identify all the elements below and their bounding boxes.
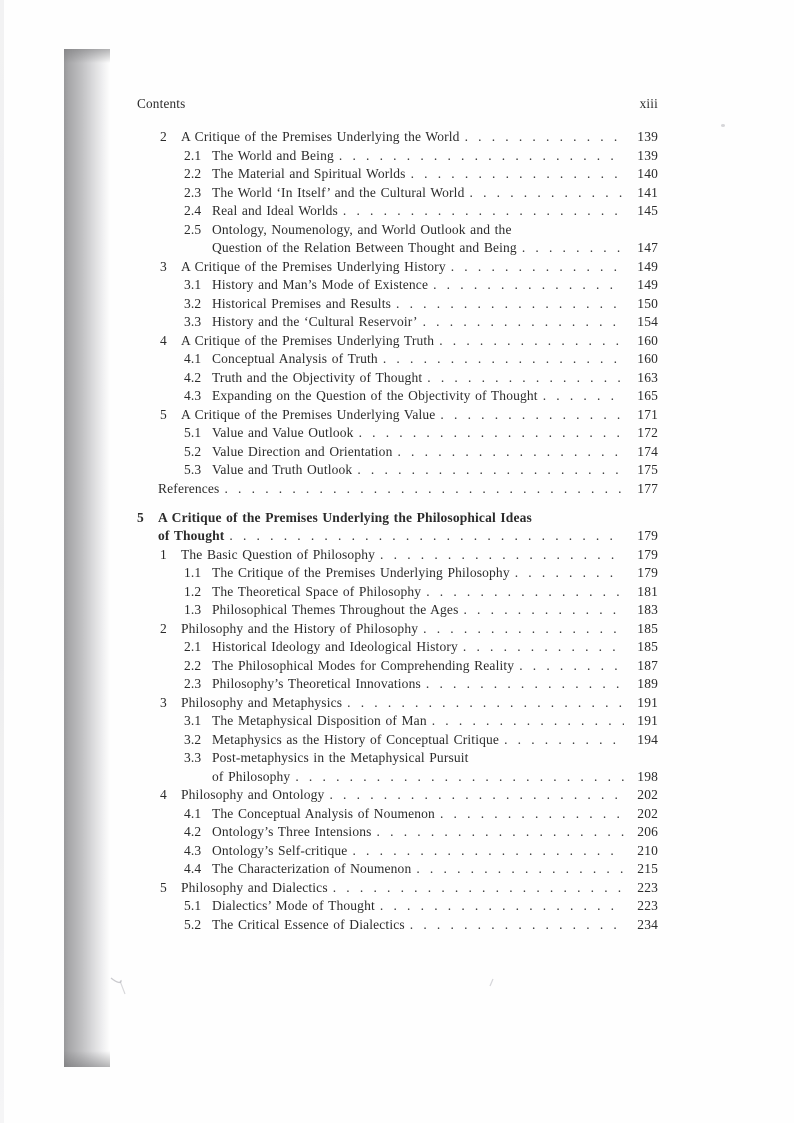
toc-entry-number: 3.1 xyxy=(184,277,202,292)
dot-leader xyxy=(458,638,624,657)
toc-entry-title: History and the ‘Cultural Reservoir’ xyxy=(212,314,418,329)
dot-leader xyxy=(458,601,624,620)
toc-page-number: 139 xyxy=(637,147,658,163)
toc-entry-title: Real and Ideal Worlds xyxy=(212,203,338,218)
toc-entry-title: Philosophy and the History of Philosophy xyxy=(181,620,419,636)
toc-entry-title: The Philosophical Modes for Comprehending Reality xyxy=(212,657,515,673)
dot-leader xyxy=(418,313,624,332)
dot-leader xyxy=(510,564,624,583)
dot-leader xyxy=(427,712,624,731)
toc-entry-line xyxy=(184,564,658,583)
toc-entry xyxy=(137,601,658,620)
toc-entry xyxy=(137,350,658,369)
toc-entry-title: Dialectics’ Mode of Thought xyxy=(212,898,375,913)
toc-entry-line xyxy=(184,276,658,295)
toc-entry-line xyxy=(184,897,658,916)
toc-entry-line xyxy=(184,805,658,824)
toc-entry xyxy=(137,509,658,546)
toc-entry xyxy=(137,823,658,842)
toc-entry-number: 3 xyxy=(160,694,167,710)
toc-entry-line xyxy=(184,657,658,676)
toc-entry-line xyxy=(184,387,658,406)
toc-entry-line xyxy=(184,350,658,369)
binding-shadow xyxy=(64,49,110,1067)
toc-page-number: 179 xyxy=(637,565,658,580)
toc-page-number: 149 xyxy=(637,258,658,274)
dot-leader xyxy=(372,823,624,842)
toc-entry-line xyxy=(184,461,658,480)
toc-entry xyxy=(137,916,658,935)
toc-page-number: 194 xyxy=(637,731,658,747)
toc-entry-title: Truth and the Objectivity of Thought xyxy=(212,369,423,385)
toc-entry-title: Post-metaphysics in the Metaphysical Pursuit xyxy=(212,750,469,765)
toc-entry-line xyxy=(184,202,658,221)
toc-entry-line xyxy=(137,509,658,528)
toc-entry-line xyxy=(184,239,658,258)
toc-entry-title: A Critique of the Premises Underlying Value xyxy=(181,406,436,422)
toc-entry xyxy=(137,147,658,166)
toc-entry xyxy=(137,805,658,824)
dot-leader xyxy=(328,879,624,898)
toc-entry-line xyxy=(160,694,658,713)
toc-page-number: 223 xyxy=(637,898,658,913)
toc-entry-title: Ontology, Noumenology, and World Outlook and the xyxy=(212,221,512,237)
toc-entry-number: 4.3 xyxy=(184,842,202,858)
toc-entry xyxy=(137,443,658,462)
dot-leader xyxy=(421,675,624,694)
dot-leader xyxy=(334,147,624,166)
toc-entry-title: Value and Value Outlook xyxy=(212,425,354,440)
toc-page-number: 141 xyxy=(637,184,658,200)
toc-entry-title: Philosophical Themes Throughout the Ages xyxy=(212,602,459,617)
toc-entry-line xyxy=(184,165,658,184)
toc-page-number: 183 xyxy=(637,602,658,617)
toc-entry-number: 5 xyxy=(137,509,144,525)
dot-leader xyxy=(406,165,624,184)
toc-entry-title: The Metaphysical Disposition of Man xyxy=(212,713,427,728)
toc-entry-line xyxy=(184,601,658,620)
toc-page-number: 191 xyxy=(637,713,658,728)
toc-entry-line xyxy=(184,842,658,861)
toc-entry xyxy=(137,202,658,221)
toc-entry-title: Expanding on the Question of the Objectivity of Thought xyxy=(212,388,538,403)
toc-entry xyxy=(137,546,658,565)
toc-entry-title: The Critical Essence of Dialectics xyxy=(212,916,405,932)
dot-leader xyxy=(460,128,624,147)
toc-entry xyxy=(137,786,658,805)
toc-entry xyxy=(137,276,658,295)
toc-entry-number: 5.2 xyxy=(184,916,202,932)
toc-entry-number: 4 xyxy=(160,332,167,348)
toc-entry xyxy=(137,295,658,314)
toc-page-number: 223 xyxy=(637,879,658,895)
dot-leader xyxy=(446,258,624,277)
toc-entry-number: 4.1 xyxy=(184,805,202,821)
toc-entry-title: A Critique of the Premises Underlying History xyxy=(181,258,446,274)
toc-page-number: 202 xyxy=(637,787,658,802)
dot-leader xyxy=(421,583,624,602)
dot-leader xyxy=(290,768,624,787)
dot-leader xyxy=(499,731,624,750)
toc-entry-number: 2.1 xyxy=(184,639,202,654)
toc-entry-number: 2.3 xyxy=(184,184,202,200)
scan-left-edge xyxy=(0,0,4,1123)
toc-entry xyxy=(137,564,658,583)
dot-leader xyxy=(428,276,624,295)
running-head-title: Contents xyxy=(137,96,186,111)
toc-entry-line xyxy=(184,823,658,842)
toc-entry-line xyxy=(184,184,658,203)
toc-entry-number: 5.2 xyxy=(184,443,202,459)
toc-page-number: 198 xyxy=(637,768,658,784)
dot-leader xyxy=(391,295,624,314)
toc-entry-title: The Basic Question of Philosophy xyxy=(181,546,376,562)
toc-page-number: 165 xyxy=(637,388,658,403)
toc-page-number: 145 xyxy=(637,203,658,218)
toc-entry xyxy=(137,897,658,916)
toc-entry xyxy=(137,712,658,731)
dot-leader xyxy=(375,546,624,565)
toc-entry-line xyxy=(160,406,658,425)
toc-entry-number: 2.1 xyxy=(184,147,202,163)
toc-entry-number: 1 xyxy=(160,546,167,562)
tiny-dot-speck xyxy=(721,124,725,127)
toc-entry-title: A Critique of the Premises Underlying Truth xyxy=(181,332,435,348)
toc-entry-number: 1.1 xyxy=(184,565,202,580)
toc-entry-title: Metaphysics as the History of Conceptual Critique xyxy=(212,731,500,747)
toc-entry-title: The Characterization of Noumenon xyxy=(212,861,412,876)
dot-leader xyxy=(517,239,624,258)
toc-entry-title: of Thought xyxy=(158,528,225,543)
toc-entry-title: References xyxy=(158,480,220,496)
toc-page-number: 171 xyxy=(637,406,658,422)
toc-page-number: 177 xyxy=(637,480,658,496)
toc-entry-number: 4 xyxy=(160,787,167,802)
toc-entry-title: Historical Premises and Results xyxy=(212,295,392,311)
toc-entry-line xyxy=(137,527,658,546)
toc-entry-number: 4.4 xyxy=(184,861,202,876)
dot-leader xyxy=(378,350,624,369)
toc-entry-title: Philosophy and Metaphysics xyxy=(181,694,343,710)
toc-entry xyxy=(137,657,658,676)
dot-leader xyxy=(434,332,624,351)
toc-page-number: 206 xyxy=(637,824,658,839)
toc-entry-number: 2.5 xyxy=(184,221,202,237)
toc-entry-number: 4.3 xyxy=(184,388,202,403)
toc-entry-title: Conceptual Analysis of Truth xyxy=(212,351,378,366)
toc-entry-number: 2 xyxy=(160,129,167,144)
toc-entry-number: 1.2 xyxy=(184,583,202,599)
toc-entry-line xyxy=(184,860,658,879)
toc-entry xyxy=(137,638,658,657)
toc-entry xyxy=(137,694,658,713)
dot-leader xyxy=(465,184,625,203)
toc-page-number: 185 xyxy=(637,639,658,654)
toc-entry xyxy=(137,184,658,203)
dot-leader xyxy=(342,694,624,713)
toc-entry-title: A Critique of the Premises Underlying the Philosophical Ideas xyxy=(158,509,532,525)
toc-entry-number: 2 xyxy=(160,620,167,636)
toc-entry-number: 5.3 xyxy=(184,462,202,477)
dot-leader xyxy=(418,620,624,639)
toc-entry-title: Philosophy and Ontology xyxy=(181,787,325,802)
toc-entry-title: The World and Being xyxy=(212,147,334,163)
toc-page-number: 149 xyxy=(637,277,658,292)
toc-page-number: 181 xyxy=(637,583,658,599)
toc-page-number: 147 xyxy=(637,240,658,255)
toc-entry-line xyxy=(160,546,658,565)
pencil-tick-mark xyxy=(108,974,136,1000)
toc-entry-title: The Conceptual Analysis of Noumenon xyxy=(212,805,435,821)
toc-entry-title: Philosophy’s Theoretical Innovations xyxy=(212,676,421,691)
toc-entry-title: of Philosophy xyxy=(212,768,291,784)
toc-entry xyxy=(137,842,658,861)
toc-entry-line xyxy=(184,638,658,657)
toc-page-number: 172 xyxy=(637,425,658,440)
toc-entry xyxy=(137,387,658,406)
toc-entry-number: 2.4 xyxy=(184,203,202,218)
toc-page-number: 140 xyxy=(637,166,658,181)
toc-entry xyxy=(137,221,658,258)
toc-entry-line xyxy=(158,480,658,499)
toc-entry-line xyxy=(184,916,658,935)
toc-entry xyxy=(137,675,658,694)
toc-entry-title: Philosophy and Dialectics xyxy=(181,879,328,895)
dot-leader xyxy=(405,916,624,935)
dot-leader xyxy=(338,202,624,221)
toc-entry-line xyxy=(184,712,658,731)
toc-entry xyxy=(137,332,658,351)
toc-entry-number: 5 xyxy=(160,406,167,422)
dot-leader xyxy=(347,842,624,861)
dot-leader xyxy=(224,527,624,546)
toc-entry-line xyxy=(184,749,658,768)
toc-entry-line xyxy=(184,147,658,166)
toc-entry xyxy=(137,424,658,443)
toc-entry-title: Value and Truth Outlook xyxy=(212,462,353,477)
toc-entry-line xyxy=(160,128,658,147)
toc-page-number: 202 xyxy=(637,805,658,821)
toc-entry-number: 2.2 xyxy=(184,657,202,673)
toc-page-number: 179 xyxy=(637,546,658,562)
toc-entry-line xyxy=(160,332,658,351)
dot-leader xyxy=(514,657,624,676)
toc-page-number: 174 xyxy=(637,443,658,459)
toc-entry xyxy=(137,879,658,898)
toc-page-number: 150 xyxy=(637,295,658,311)
toc-entry xyxy=(137,369,658,388)
toc-page-number: 175 xyxy=(637,462,658,477)
toc-entry-number: 2.3 xyxy=(184,676,202,691)
toc-entry-line xyxy=(184,443,658,462)
toc-entry-title: History and Man’s Mode of Existence xyxy=(212,277,429,292)
toc-page-number: 215 xyxy=(637,861,658,876)
toc-entry xyxy=(137,406,658,425)
toc-page-number: 154 xyxy=(637,314,658,329)
toc-entry xyxy=(137,165,658,184)
toc-entry-number: 3.2 xyxy=(184,295,202,311)
toc-entry-title: The Critique of the Premises Underlying Philosophy xyxy=(212,565,510,580)
toc-entry-number: 3 xyxy=(160,258,167,274)
toc-entry-line xyxy=(184,221,658,240)
toc-page-number: 234 xyxy=(637,916,658,932)
toc-page-number: 185 xyxy=(637,620,658,636)
dot-leader xyxy=(411,860,624,879)
toc-entry xyxy=(137,749,658,786)
toc-entry xyxy=(137,860,658,879)
toc-page-number: 191 xyxy=(637,694,658,710)
toc-page-number: 210 xyxy=(637,842,658,858)
toc-page-number: 187 xyxy=(637,657,658,673)
toc-entry-title: Ontology’s Three Intensions xyxy=(212,824,372,839)
toc-entry-number: 4.1 xyxy=(184,351,202,366)
toc-entry-number: 3.3 xyxy=(184,750,202,765)
toc-entry-line xyxy=(160,258,658,277)
toc-entry-number: 3.1 xyxy=(184,713,202,728)
toc-entry-line xyxy=(184,369,658,388)
toc-entry-number: 2.2 xyxy=(184,166,202,181)
toc-page-number: 160 xyxy=(637,351,658,366)
dot-leader xyxy=(435,805,624,824)
toc-entry-line xyxy=(184,768,658,787)
toc-entry-line xyxy=(184,583,658,602)
dot-leader xyxy=(324,786,624,805)
toc-entry xyxy=(137,480,658,499)
toc-entry-line xyxy=(160,879,658,898)
toc-entry-title: The Theoretical Space of Philosophy xyxy=(212,583,422,599)
dot-leader xyxy=(375,897,624,916)
dot-leader xyxy=(354,424,624,443)
toc-entry xyxy=(137,258,658,277)
toc-entry-number: 5.1 xyxy=(184,898,202,913)
toc-entry xyxy=(137,128,658,147)
toc-entry-number: 3.2 xyxy=(184,731,202,747)
toc-entry-line xyxy=(184,295,658,314)
dot-leader xyxy=(422,369,624,388)
toc-entry xyxy=(137,583,658,602)
toc-page-number: 160 xyxy=(637,332,658,348)
toc-entry-line xyxy=(184,675,658,694)
toc-entry-title: Ontology’s Self-critique xyxy=(212,842,348,858)
toc-entry xyxy=(137,313,658,332)
dot-leader xyxy=(352,461,624,480)
page-number-roman: xiii xyxy=(639,96,658,111)
toc-entry-line xyxy=(184,313,658,332)
dot-leader xyxy=(435,406,624,425)
toc-entry xyxy=(137,620,658,639)
dot-leader xyxy=(392,443,624,462)
dot-leader xyxy=(219,480,624,499)
toc-entry-title: A Critique of the Premises Underlying the World xyxy=(181,129,460,144)
small-speck-mark xyxy=(487,977,497,989)
toc-entry-number: 4.2 xyxy=(184,369,202,385)
toc-page-number: 189 xyxy=(637,676,658,691)
toc-entry-number: 5.1 xyxy=(184,425,202,440)
toc-page-number: 139 xyxy=(637,129,658,144)
toc-entry-line xyxy=(184,424,658,443)
toc-entry-title: Historical Ideology and Ideological History xyxy=(212,639,458,654)
toc-entry xyxy=(137,731,658,750)
toc-page-number: 179 xyxy=(637,528,658,543)
toc-entry-line xyxy=(184,731,658,750)
toc-entry-number: 4.2 xyxy=(184,824,202,839)
toc-entry-title: Value Direction and Orientation xyxy=(212,443,393,459)
toc-entry-title: The Material and Spiritual Worlds xyxy=(212,166,406,181)
toc-entry-title: The World ‘In Itself’ and the Cultural World xyxy=(212,184,465,200)
toc-entry-number: 1.3 xyxy=(184,602,202,617)
running-head xyxy=(137,96,658,112)
toc-page-number: 163 xyxy=(637,369,658,385)
toc-entry-title: Question of the Relation Between Thought and Being xyxy=(212,240,517,255)
toc-entry-number: 3.3 xyxy=(184,314,202,329)
toc-entry-line xyxy=(160,786,658,805)
toc-entry xyxy=(137,461,658,480)
toc-entry-number: 5 xyxy=(160,879,167,895)
dot-leader xyxy=(538,387,624,406)
toc-entry-line xyxy=(160,620,658,639)
toc-list xyxy=(137,128,658,934)
